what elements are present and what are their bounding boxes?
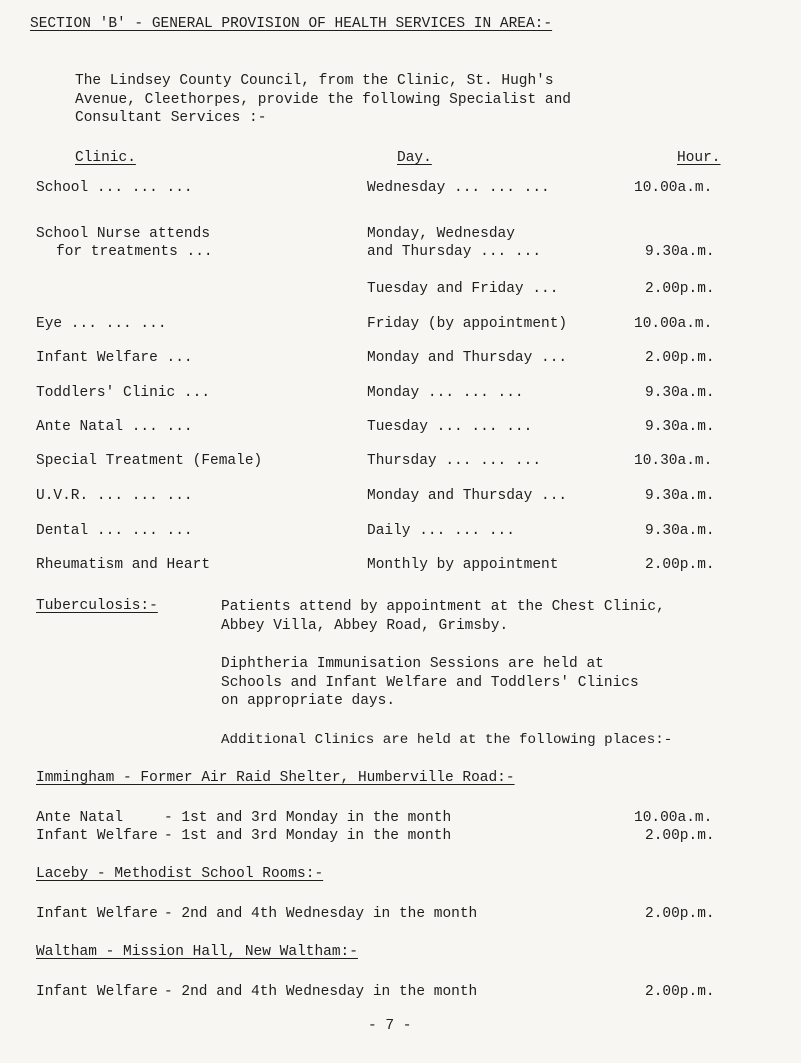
- row-day: Monday and Thursday ...: [367, 488, 568, 504]
- row-day: Monday, Wednesday: [367, 226, 515, 242]
- location-entry-when: - 1st and 3rd Monday in the month: [164, 810, 452, 826]
- section-heading: SECTION 'B' - GENERAL PROVISION OF HEALTH SERVICES IN AREA:-: [30, 16, 553, 32]
- row-clinic-cont: for treatments ...: [56, 244, 213, 260]
- header-day: Day.: [397, 150, 432, 166]
- location-heading: Laceby - Methodist School Rooms:-: [36, 866, 324, 882]
- diph-line: Diphtheria Immunisation Sessions are held at: [221, 656, 604, 672]
- row-hour: 10.30a.m.: [634, 453, 713, 469]
- location-entry-when: - 2nd and 4th Wednesday in the month: [164, 984, 478, 1000]
- tuberculosis-text: [221, 598, 665, 635]
- tb-line: Abbey Villa, Abbey Road, Grimsby.: [221, 617, 509, 634]
- row-day: Thursday ... ... ...: [367, 453, 542, 469]
- row-clinic: Dental ... ... ...: [36, 523, 193, 539]
- additional-clinics-intro: Additional Clinics are held at the following places:-: [221, 732, 673, 748]
- location-entry-clinic: Infant Welfare: [36, 984, 158, 1000]
- row-day-cont: and Thursday ... ...: [367, 244, 542, 260]
- row-hour: 2.00p.m.: [645, 557, 715, 573]
- row-hour: 10.00a.m.: [634, 180, 713, 196]
- tb-line: Patients attend by appointment at the Chest Clinic,: [221, 599, 665, 615]
- location-entry-clinic: Infant Welfare: [36, 828, 158, 844]
- intro-line: Consultant Services :-: [75, 110, 267, 126]
- diphtheria-paragraph: [221, 655, 639, 711]
- tuberculosis-label: Tuberculosis:-: [36, 598, 158, 614]
- intro-line: The Lindsey County Council, from the Clinic, St. Hugh's: [75, 73, 554, 89]
- header-clinic: Clinic.: [75, 150, 136, 166]
- row-clinic: Toddlers' Clinic ...: [36, 385, 211, 401]
- location-entry-hour: 10.00a.m.: [634, 810, 713, 826]
- location-entry-when: - 2nd and 4th Wednesday in the month: [164, 906, 478, 922]
- row-hour: 10.00a.m.: [634, 316, 713, 332]
- location-entry-when: - 1st and 3rd Monday in the month: [164, 828, 452, 844]
- page-number: - 7 -: [368, 1018, 412, 1034]
- location-heading: Waltham - Mission Hall, New Waltham:-: [36, 944, 358, 960]
- header-hour: Hour.: [677, 150, 721, 166]
- intro-line: Avenue, Cleethorpes, provide the following Specialist and: [75, 91, 571, 108]
- row-day: Daily ... ... ...: [367, 523, 515, 539]
- row-hour: 9.30a.m.: [645, 419, 715, 435]
- row-clinic: Ante Natal ... ...: [36, 419, 193, 435]
- row-clinic: U.V.R. ... ... ...: [36, 488, 193, 504]
- row-clinic: School ... ... ...: [36, 180, 193, 196]
- row-day: Wednesday ... ... ...: [367, 180, 550, 196]
- location-entry-clinic: Ante Natal: [36, 810, 124, 826]
- row-clinic: Special Treatment (Female): [36, 453, 263, 469]
- intro-paragraph: [75, 72, 571, 128]
- row-clinic: School Nurse attends: [36, 226, 211, 242]
- row-day: Tuesday and Friday ...: [367, 281, 559, 297]
- location-entry-clinic: Infant Welfare: [36, 906, 158, 922]
- diph-line: Schools and Infant Welfare and Toddlers' Clinics: [221, 674, 639, 691]
- row-hour: 2.00p.m.: [645, 350, 715, 366]
- row-hour: 9.30a.m.: [645, 488, 715, 504]
- row-hour: 9.30a.m.: [645, 385, 715, 401]
- diph-line: on appropriate days.: [221, 693, 396, 709]
- row-day: Monday and Thursday ...: [367, 350, 568, 366]
- row-clinic: Eye ... ... ...: [36, 316, 167, 332]
- row-hour: 2.00p.m.: [645, 281, 715, 297]
- row-clinic: Infant Welfare ...: [36, 350, 193, 366]
- location-entry-hour: 2.00p.m.: [645, 984, 715, 1000]
- location-entry-hour: 2.00p.m.: [645, 828, 715, 844]
- row-day: Friday (by appointment): [367, 316, 568, 332]
- row-day: Monday ... ... ...: [367, 385, 524, 401]
- location-entry-hour: 2.00p.m.: [645, 906, 715, 922]
- location-heading: Immingham - Former Air Raid Shelter, Humberville Road:-: [36, 770, 515, 786]
- row-hour: 9.30a.m.: [645, 244, 715, 260]
- row-hour: 9.30a.m.: [645, 523, 715, 539]
- row-clinic: Rheumatism and Heart: [36, 557, 211, 573]
- row-day: Monthly by appointment: [367, 557, 559, 573]
- row-day: Tuesday ... ... ...: [367, 419, 533, 435]
